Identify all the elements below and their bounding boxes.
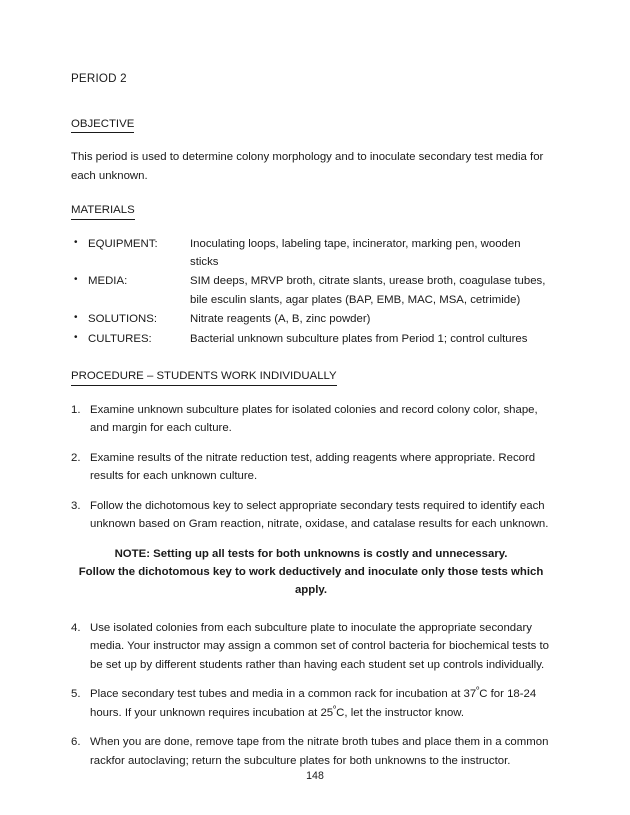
step-number: 3. — [71, 499, 81, 512]
step-text-part: C, let the instructor know. — [336, 706, 465, 719]
page-title: PERIOD 2 — [71, 72, 127, 85]
step-text-part: C for 18-24 hours. If your unknown requires incubation at 25 — [90, 688, 537, 719]
note-callout — [71, 545, 551, 600]
page-number: 148 — [306, 770, 324, 782]
materials-value: Bacterial unknown subculture plates from Period 1; control cultures — [190, 332, 528, 345]
section-heading-procedure: PROCEDURE – STUDENTS WORK INDIVIDUALLY — [71, 369, 337, 385]
materials-label: MEDIA: — [88, 275, 128, 288]
procedure-step — [71, 497, 551, 534]
procedure-step — [71, 449, 551, 486]
step-number: 1. — [71, 403, 81, 416]
step-text: Use isolated colonies from each subculture plate to inoculate the appropriate secondary media. Your instructor may assign a common set of control bacteria for biochemical tests to be set up by different students rather than having each student set up controls individually. — [90, 621, 550, 671]
procedure-step — [71, 685, 551, 722]
procedure-step — [71, 619, 551, 674]
bullet-icon: • — [74, 274, 78, 286]
step-number: 6. — [71, 736, 81, 749]
materials-list — [71, 235, 551, 349]
procedure-heading-wrap — [71, 367, 551, 394]
step-number: 5. — [71, 688, 81, 701]
materials-label: SOLUTIONS: — [88, 313, 157, 326]
step-text — [90, 685, 551, 722]
step-number: 4. — [71, 621, 81, 634]
step-text: Examine unknown subculture plates for isolated colonies and record colony color, shape, and margin for each culture. — [90, 403, 538, 435]
materials-heading-wrap — [71, 201, 551, 228]
objective-body: This period is used to determine colony morphology and to inoculate secondary test media for each unknown. — [71, 151, 544, 182]
list-item — [71, 310, 551, 328]
note-line-1: NOTE: Setting up all tests for both unknowns is costly and unnecessary. — [114, 547, 508, 560]
procedure-step — [71, 401, 551, 438]
list-item — [71, 272, 551, 309]
list-item — [71, 330, 551, 348]
list-item — [71, 235, 551, 272]
materials-value-line: SIM deeps, MRVP broth, citrate slants, urease broth, coagulase tubes, — [190, 275, 546, 288]
document-body — [71, 70, 551, 781]
bullet-icon: • — [74, 331, 78, 343]
bullet-icon: • — [74, 236, 78, 248]
step-number: 2. — [71, 451, 81, 464]
note-line-2: Follow the dichotomous key to work deductively and inoculate only those tests which apply. — [78, 565, 544, 597]
degree-symbol: º — [476, 685, 480, 695]
section-heading-objective: OBJECTIVE — [71, 117, 134, 133]
degree-symbol: º — [333, 704, 337, 713]
procedure-step — [71, 733, 551, 770]
materials-value-continuation: bile esculin slants, agar plates (BAP, EMB, MAC, MSA, cetrimide) — [190, 293, 521, 306]
materials-value — [190, 272, 551, 309]
objective-heading-wrap — [71, 115, 551, 142]
section-heading-materials: MATERIALS — [71, 203, 135, 219]
step-text: When you are done, remove tape from the nitrate broth tubes and place them in a common rackfor autoclaving; return the subculture plates for both unknowns to the instructor. — [90, 736, 549, 767]
step-text: Follow the dichotomous key to select appropriate secondary tests required to identify each unknown based on Gram reaction, nitrate, oxidase, and catalase results for each unknown. — [90, 499, 549, 531]
bullet-icon: • — [74, 312, 78, 324]
materials-value: Nitrate reagents (A, B, zinc powder) — [190, 313, 371, 326]
materials-label: EQUIPMENT: — [88, 237, 158, 250]
materials-label: CULTURES: — [88, 332, 152, 345]
materials-value: Inoculating loops, labeling tape, incinerator, marking pen, wooden sticks — [190, 237, 521, 268]
step-text-part: Place secondary test tubes and media in a common rack for incubation at 37 — [90, 688, 477, 701]
procedure-list — [71, 401, 551, 771]
step-text: Examine results of the nitrate reduction test, adding reagents where appropriate. Record results for each unknown culture. — [90, 451, 536, 483]
